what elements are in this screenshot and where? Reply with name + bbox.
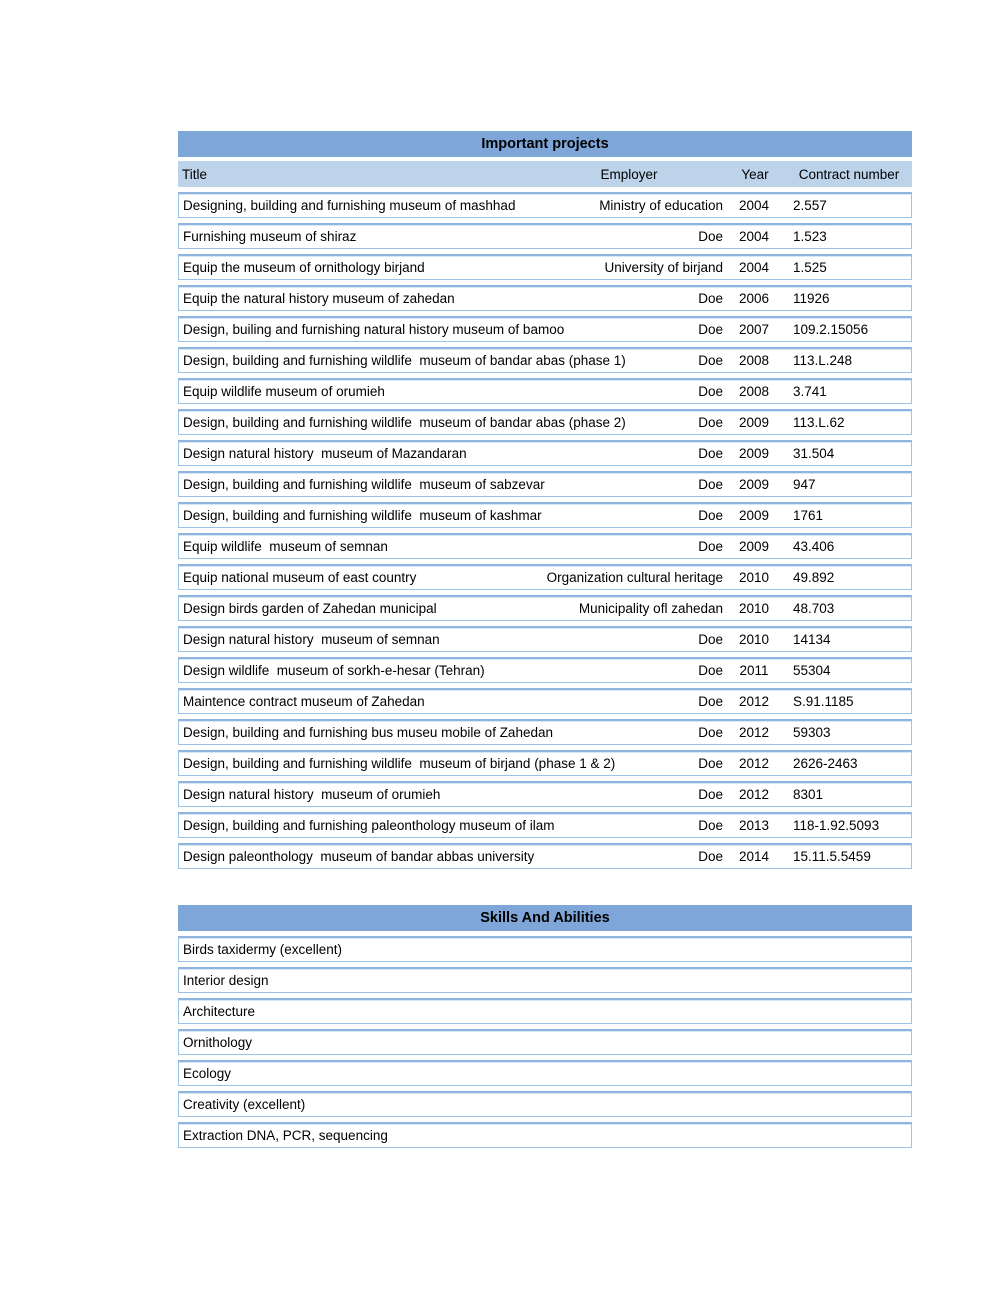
project-employer-cell: Organization cultural heritage bbox=[546, 570, 723, 585]
project-year-cell: 2011 bbox=[739, 663, 769, 678]
project-employer-cell: Doe bbox=[698, 322, 723, 337]
project-table-row bbox=[178, 347, 912, 373]
project-contract-number-cell: 55304 bbox=[793, 663, 831, 678]
project-title-cell: Equip the museum of ornithology birjand bbox=[183, 260, 425, 275]
project-employer-cell: Doe bbox=[698, 632, 723, 647]
project-title-cell: Furnishing museum of shiraz bbox=[183, 229, 357, 244]
project-table-row bbox=[178, 564, 912, 590]
project-year-cell: 2008 bbox=[738, 384, 770, 399]
project-table-row bbox=[178, 316, 912, 342]
skills-rows bbox=[178, 936, 912, 1148]
project-table-row bbox=[178, 719, 912, 745]
project-year-cell: 2007 bbox=[738, 322, 770, 337]
project-title-cell: Design, building and furnishing wildlife museum of sabzevar bbox=[183, 477, 545, 492]
project-table-row bbox=[178, 781, 912, 807]
project-employer-cell: Doe bbox=[698, 415, 723, 430]
project-employer-cell: Doe bbox=[698, 663, 723, 678]
skill-label: Interior design bbox=[183, 973, 269, 988]
project-title-cell: Design, builing and furnishing natural history museum of bamoo bbox=[183, 322, 565, 337]
column-header-title: Title bbox=[182, 166, 208, 182]
project-title-cell: Design natural history museum of Mazandaran bbox=[183, 446, 467, 461]
project-contract-number-cell: 947 bbox=[793, 477, 816, 492]
skills-section bbox=[178, 905, 912, 1148]
project-title-cell: Design birds garden of Zahedan municipal bbox=[183, 601, 437, 616]
project-year-cell: 2012 bbox=[738, 756, 770, 771]
project-year-cell: 2010 bbox=[738, 570, 770, 585]
project-year-cell: 2004 bbox=[738, 229, 770, 244]
projects-rows bbox=[178, 192, 912, 869]
project-year-cell: 2012 bbox=[738, 787, 770, 802]
document-content bbox=[178, 131, 912, 1148]
skill-label: Birds taxidermy (excellent) bbox=[183, 942, 343, 957]
project-year-cell: 2014 bbox=[738, 849, 770, 864]
project-table-row bbox=[178, 626, 912, 652]
project-employer-cell: Doe bbox=[698, 508, 723, 523]
project-employer-cell: Doe bbox=[698, 229, 723, 244]
project-title-cell: Equip the natural history museum of zahedan bbox=[183, 291, 455, 306]
project-employer-cell: Doe bbox=[698, 818, 723, 833]
skill-row bbox=[178, 967, 912, 993]
project-year-cell: 2008 bbox=[738, 353, 770, 368]
projects-column-header-row bbox=[178, 161, 912, 187]
project-employer-cell: Doe bbox=[698, 291, 723, 306]
project-year-cell: 2009 bbox=[738, 508, 770, 523]
project-year-cell: 2009 bbox=[738, 477, 770, 492]
project-title-cell: Design, building and furnishing bus museu mobile of Zahedan bbox=[183, 725, 553, 740]
project-contract-number-cell: 1761 bbox=[793, 508, 824, 523]
project-contract-number-cell: 113.L.62 bbox=[793, 415, 845, 430]
project-year-cell: 2010 bbox=[738, 632, 770, 647]
project-contract-number-cell: S.91.1185 bbox=[793, 694, 854, 709]
project-contract-number-cell: 3.741 bbox=[793, 384, 827, 399]
project-title-cell: Equip wildlife museum of orumieh bbox=[183, 384, 385, 399]
project-table-row bbox=[178, 688, 912, 714]
project-table-row bbox=[178, 812, 912, 838]
project-contract-number-cell: 118-1.92.5093 bbox=[793, 818, 880, 833]
project-table-row bbox=[178, 223, 912, 249]
project-contract-number-cell: 31.504 bbox=[793, 446, 835, 461]
project-table-row bbox=[178, 843, 912, 869]
project-contract-number-cell: 109.2.15056 bbox=[793, 322, 869, 337]
project-contract-number-cell: 48.703 bbox=[793, 601, 835, 616]
skill-row bbox=[178, 998, 912, 1024]
project-table-row bbox=[178, 378, 912, 404]
project-employer-cell: Doe bbox=[698, 756, 723, 771]
project-contract-number-cell: 2626-2463 bbox=[793, 756, 858, 771]
project-contract-number-cell: 59303 bbox=[793, 725, 831, 740]
project-title-cell: Design, building and furnishing wildlife museum of birjand (phase 1 & 2) bbox=[183, 756, 616, 771]
skill-row bbox=[178, 1122, 912, 1148]
project-table-row bbox=[178, 440, 912, 466]
skill-row bbox=[178, 936, 912, 962]
project-year-cell: 2013 bbox=[738, 818, 770, 833]
project-table-row bbox=[178, 409, 912, 435]
project-employer-cell: Doe bbox=[698, 849, 723, 864]
skill-label: Creativity (excellent) bbox=[183, 1097, 306, 1112]
project-employer-cell: Doe bbox=[698, 384, 723, 399]
project-year-cell: 2012 bbox=[738, 725, 770, 740]
project-table-row bbox=[178, 502, 912, 528]
project-employer-cell: Doe bbox=[698, 539, 723, 554]
project-title-cell: Design, building and furnishing wildlife museum of bandar abas (phase 2) bbox=[183, 415, 626, 430]
skill-label: Architecture bbox=[183, 1004, 256, 1019]
project-employer-cell: Doe bbox=[698, 725, 723, 740]
project-title-cell: Design wildlife museum of sorkh-e-hesar (Tehran) bbox=[183, 663, 485, 678]
project-title-cell: Design natural history museum of semnan bbox=[183, 632, 440, 647]
column-header-contract-number: Contract number bbox=[798, 166, 900, 182]
project-year-cell: 2004 bbox=[738, 260, 770, 275]
project-contract-number-cell: 49.892 bbox=[793, 570, 835, 585]
column-header-year: Year bbox=[741, 166, 769, 182]
project-title-cell: Maintence contract museum of Zahedan bbox=[183, 694, 425, 709]
project-table-row bbox=[178, 254, 912, 280]
skill-row bbox=[178, 1060, 912, 1086]
project-employer-cell: Municipality ofl zahedan bbox=[578, 601, 723, 616]
project-contract-number-cell: 15.11.5.5459 bbox=[793, 849, 871, 864]
project-table-row bbox=[178, 471, 912, 497]
project-contract-number-cell: 14134 bbox=[793, 632, 831, 647]
skill-row bbox=[178, 1029, 912, 1055]
project-title-cell: Equip wildlife museum of semnan bbox=[183, 539, 388, 554]
project-title-cell: Design, building and furnishing wildlife museum of kashmar bbox=[183, 508, 542, 523]
project-year-cell: 2009 bbox=[738, 415, 770, 430]
projects-section bbox=[178, 131, 912, 869]
project-contract-number-cell: 8301 bbox=[793, 787, 824, 802]
skills-section-title: Skills And Abilities bbox=[178, 905, 912, 931]
project-employer-cell: Doe bbox=[698, 477, 723, 492]
project-employer-cell: University of birjand bbox=[604, 260, 723, 275]
project-year-cell: 2012 bbox=[738, 694, 770, 709]
skill-row bbox=[178, 1091, 912, 1117]
skill-label: Ornithology bbox=[183, 1035, 253, 1050]
column-header-employer: Employer bbox=[600, 166, 658, 182]
project-table-row bbox=[178, 192, 912, 218]
project-table-row bbox=[178, 595, 912, 621]
project-contract-number-cell: 1.523 bbox=[793, 229, 827, 244]
project-year-cell: 2009 bbox=[738, 446, 770, 461]
project-title-cell: Design, building and furnishing paleonthology museum of ilam bbox=[183, 818, 555, 833]
project-employer-cell: Doe bbox=[698, 694, 723, 709]
project-table-row bbox=[178, 750, 912, 776]
project-contract-number-cell: 43.406 bbox=[793, 539, 835, 554]
project-year-cell: 2010 bbox=[738, 601, 770, 616]
project-year-cell: 2004 bbox=[738, 198, 770, 213]
project-year-cell: 2009 bbox=[738, 539, 770, 554]
skill-label: Extraction DNA, PCR, sequencing bbox=[183, 1128, 388, 1143]
project-table-row bbox=[178, 657, 912, 683]
project-title-cell: Design natural history museum of orumieh bbox=[183, 787, 441, 802]
project-title-cell: Equip national museum of east country bbox=[183, 570, 417, 585]
project-employer-cell: Ministry of education bbox=[599, 198, 723, 213]
projects-section-title: Important projects bbox=[178, 131, 912, 157]
project-contract-number-cell: 11926 bbox=[793, 291, 830, 306]
project-title-cell: Design, building and furnishing wildlife museum of bandar abas (phase 1) bbox=[183, 353, 626, 368]
project-table-row bbox=[178, 533, 912, 559]
skill-label: Ecology bbox=[183, 1066, 232, 1081]
project-contract-number-cell: 2.557 bbox=[793, 198, 827, 213]
project-title-cell: Design paleonthology museum of bandar abbas university bbox=[183, 849, 535, 864]
project-year-cell: 2006 bbox=[738, 291, 770, 306]
project-title-cell: Designing, building and furnishing museum of mashhad bbox=[183, 198, 516, 213]
project-table-row bbox=[178, 285, 912, 311]
project-employer-cell: Doe bbox=[698, 446, 723, 461]
project-contract-number-cell: 113.L.248 bbox=[793, 353, 853, 368]
project-contract-number-cell: 1.525 bbox=[793, 260, 827, 275]
project-employer-cell: Doe bbox=[698, 787, 723, 802]
project-employer-cell: Doe bbox=[698, 353, 723, 368]
